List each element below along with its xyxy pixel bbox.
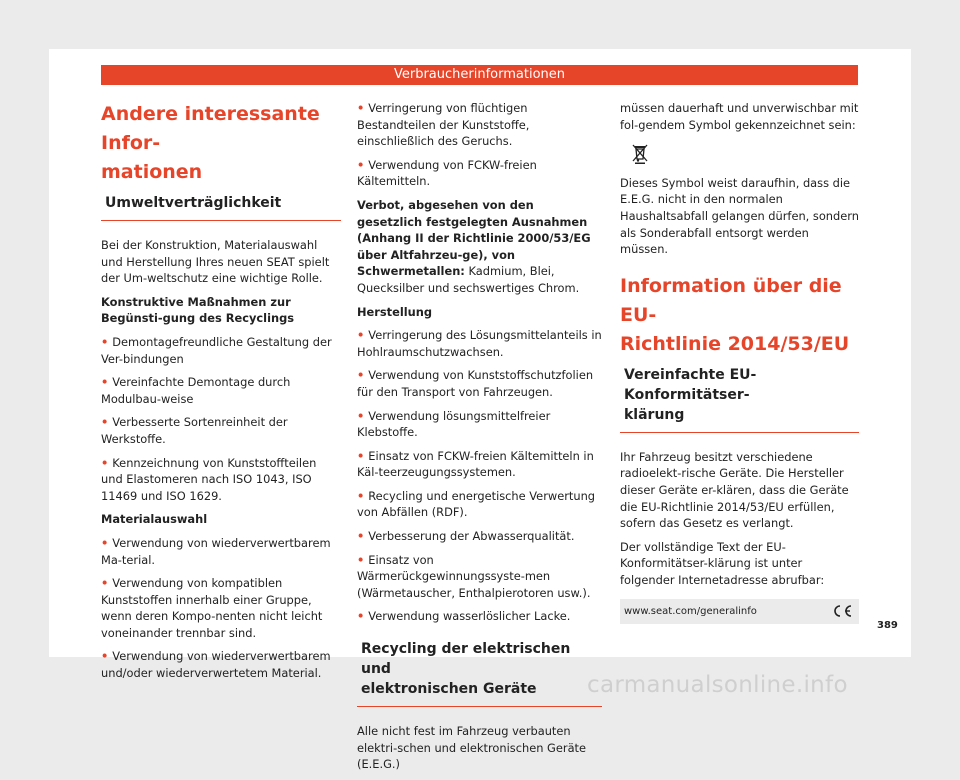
list-item: • Verwendung von kompatiblen Kunststoffen innerhalb einer Gruppe, wenn deren Kompo-nenten nicht leicht voneinander trennbar sind. <box>101 575 341 641</box>
list-item: • Kennzeichnung von Kunststoffteilen und Elastomeren nach ISO 1043, ISO 11469 und ISO 1629. <box>101 455 341 505</box>
list-item: • Verbesserung der Abwasserqualität. <box>357 528 602 545</box>
list-item: • Verwendung von Kunststoffschutzfolien für den Transport von Fahrzeugen. <box>357 367 602 400</box>
list-item: • Verbesserte Sortenreinheit der Werkstoffe. <box>101 414 341 447</box>
paragraph-heading: Herstellung <box>357 304 433 319</box>
list-item: • Verwendung von wiederverwertbarem Ma-terial. <box>101 535 341 568</box>
section-title-line-2: mationen <box>101 161 203 183</box>
subsection-title-line-2: elektronischen Geräte <box>361 681 537 698</box>
url-box <box>620 599 859 624</box>
list-item: • Vereinfachte Demontage durch Modulbau-weise <box>101 374 341 407</box>
list-item: • Verwendung von FCKW-freien Kältemitteln. <box>357 157 602 190</box>
list-item: • Verwendung wasserlöslicher Lacke. <box>357 608 602 625</box>
list-item: • Verwendung von wiederverwertbarem und/oder wiederverwertetem Material. <box>101 648 341 681</box>
list-item: • Recycling und energetische Verwertung von Abfällen (RDF). <box>357 488 602 521</box>
list-item: • Einsatz von FCKW-freien Kältemitteln in Käl-teerzeugungssystemen. <box>357 448 602 481</box>
column-2 <box>357 100 602 780</box>
crossed-out-wheelie-bin-icon <box>630 142 650 164</box>
paragraph-heading: Materialauswahl <box>101 512 208 527</box>
page-number: 389 <box>877 620 898 631</box>
heavy-metals-rest: Kadmium, Blei, Quecksilber und sechswertiges Chrom. <box>357 264 580 295</box>
section-title-line-1: Information über die EU- <box>620 274 842 326</box>
section-title <box>101 100 341 187</box>
ce-mark-icon <box>831 604 853 618</box>
column-3 <box>620 100 859 624</box>
section-title-line-2: Richtlinie 2014/53/EU <box>620 332 850 355</box>
intro-paragraph: müssen dauerhaft und unverwischbar mit fol-gendem Symbol gekennzeichnet sein: <box>620 101 859 132</box>
subsection-title-text: Umweltverträglichkeit <box>105 195 282 211</box>
subsection-title-line-2: klärung <box>624 406 685 423</box>
list-item: • Einsatz von Wärmerückgewinnungssyste-men (Wärmetauscher, Enthalpierotoren usw.). <box>357 552 602 602</box>
paragraph-heading: Konstruktive Maßnahmen zur Begünsti-gung des Recyclings <box>101 294 295 326</box>
subsection-title <box>620 365 859 433</box>
conformity-paragraph: Ihr Fahrzeug besitzt verschiedene radioelekt-rische Geräte. Die Hersteller dieser Geräte er-klären, dass die Geräte die EU-Richtlinie 2014/53/EU erfüllen, sofern das Gesetz es verlangt. <box>620 449 849 531</box>
intro-paragraph: Bei der Konstruktion, Materialauswahl und Herstellung Ihres neuen SEAT spielt der Um-weltschutz eine wichtige Rolle. <box>101 238 330 286</box>
heavy-metals-bold: Verbot, abgesehen von den gesetzlich festgelegten Ausnahmen (Anhang II der Richtlinie 2000/53/EG über Altfahrzeu-ge), von Schwermetallen: <box>357 197 591 279</box>
subsection-title <box>357 639 602 707</box>
subsection-title <box>101 193 341 221</box>
subsection-title-line-1: Vereinfachte EU-Konformitätser- <box>624 366 757 403</box>
section-title-line-1: Andere interessante Infor- <box>101 103 320 154</box>
symbol-description: Dieses Symbol weist daraufhin, dass die E.E.G. nicht in den normalen Haushaltsabfall gelangen dürfen, sondern als Sonderabfall entsorgt werden müssen. <box>620 175 859 257</box>
conformity-url[interactable]: www.seat.com/generalinfo <box>624 605 757 617</box>
list-item: • Verwendung lösungsmittelfreier Klebstoffe. <box>357 408 602 441</box>
heavy-metals-paragraph <box>357 197 602 297</box>
list-item: • Verringerung des Lösungsmittelanteils in Hohlraumschutzwachsen. <box>357 327 602 360</box>
subsection-title-line-1: Recycling der elektrischen und <box>361 641 571 678</box>
url-intro-paragraph: Der vollständige Text der EU-Konformitätser-klärung ist unter folgender Internetadresse abrufbar: <box>620 539 825 587</box>
list-item: • Verringerung von flüchtigen Bestandteilen der Kunststoffe, einschließlich des Geruchs. <box>357 100 602 150</box>
column-1 <box>101 100 341 689</box>
section-title <box>620 272 859 359</box>
list-item: • Demontagefreundliche Gestaltung der Ver-bindungen <box>101 334 341 367</box>
outro-paragraph: Alle nicht fest im Fahrzeug verbauten elektri-schen und elektronischen Geräte (E.E.G.) <box>357 724 587 772</box>
page-header: Verbraucherinformationen <box>101 65 858 85</box>
watermark: carmanualsonline.info <box>587 672 848 698</box>
